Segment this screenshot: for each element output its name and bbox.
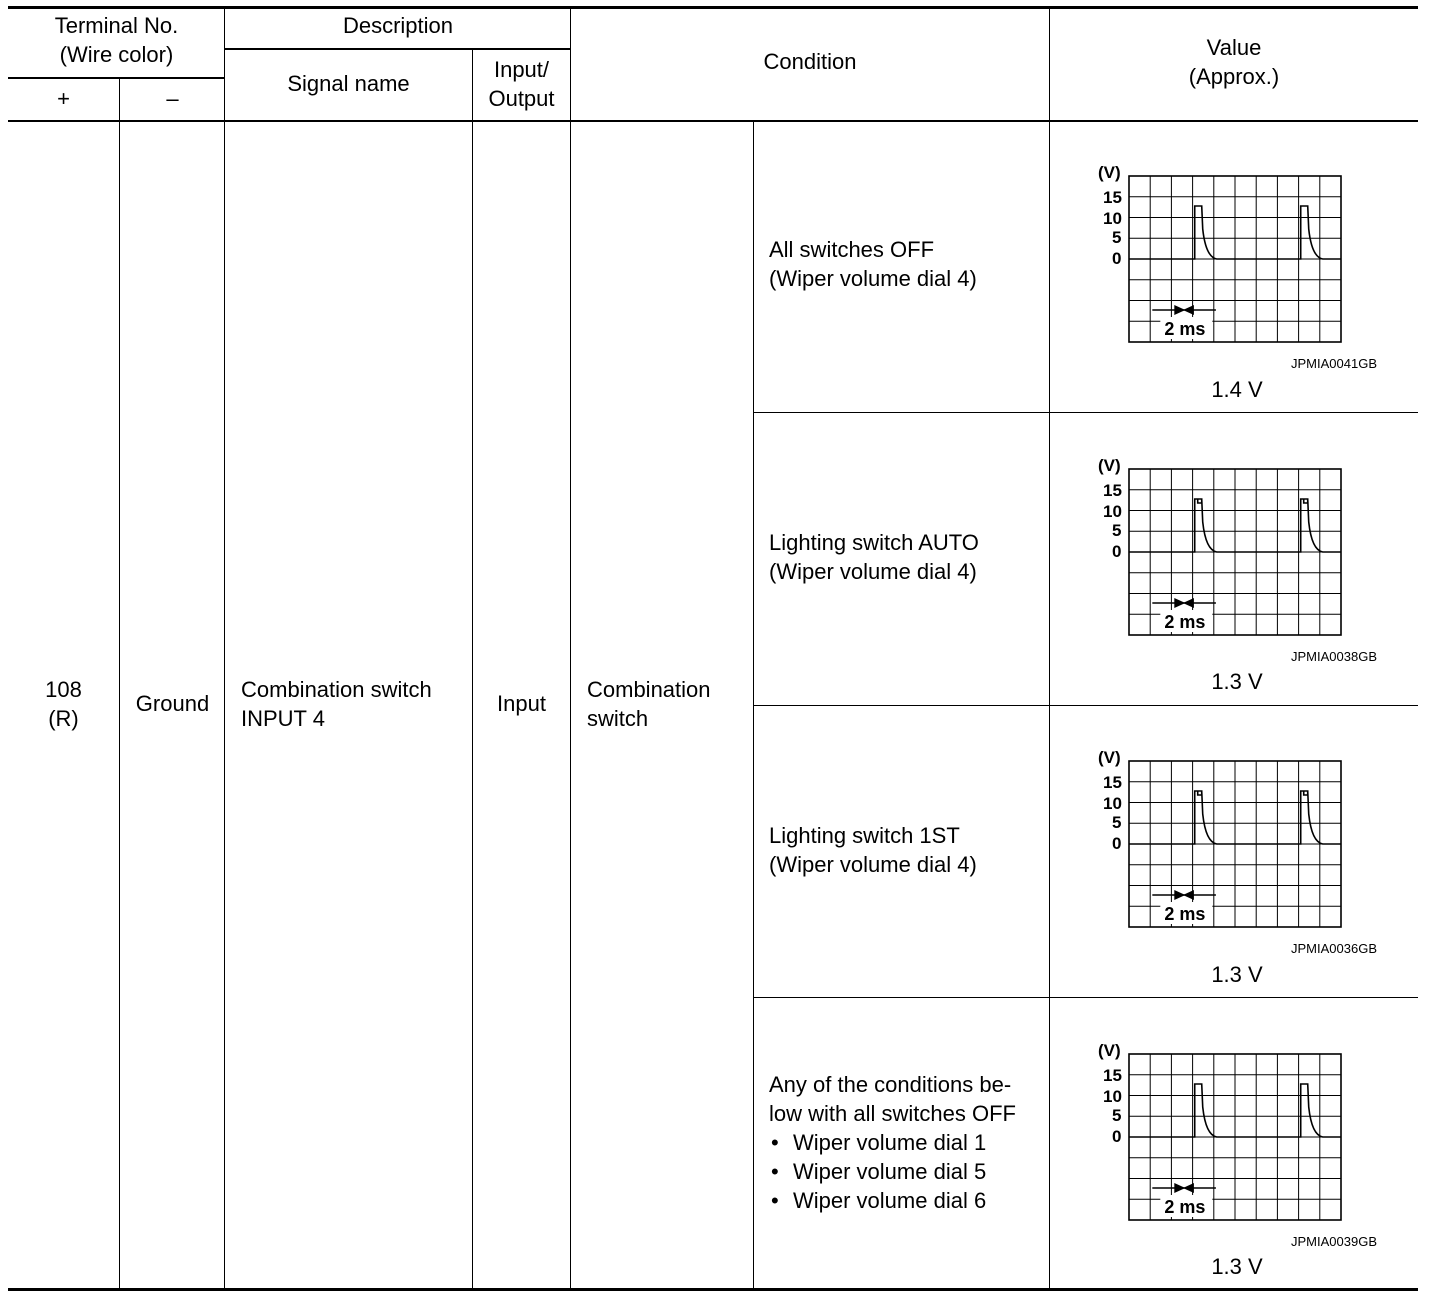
figure-id: JPMIA0039GB <box>1291 1234 1377 1249</box>
signal-name-line1: Combination switch <box>241 677 432 702</box>
time-marker-arrow <box>1183 305 1194 315</box>
value-reading: 1.4 V <box>1211 377 1263 402</box>
figure-id: JPMIA0036GB <box>1291 941 1377 956</box>
col-rule-6 <box>1049 7 1050 1289</box>
description-header-split <box>225 48 571 50</box>
time-marker-arrow <box>1183 598 1194 608</box>
axis-label: 0 <box>1112 542 1122 561</box>
condition-2-line1: Lighting switch AUTO <box>769 530 979 555</box>
oscilloscope-figure <box>1094 749 1344 931</box>
axis-label: 10 <box>1103 502 1122 521</box>
condition-3-line1: Lighting switch 1ST <box>769 823 960 848</box>
subrow-rule-3 <box>754 997 1418 998</box>
value-reading: 1.3 V <box>1211 1254 1263 1279</box>
condition-main-line1: Combination <box>587 677 711 702</box>
figure-id: JPMIA0038GB <box>1291 649 1377 664</box>
bullet-item: • Wiper volume dial 5 <box>769 1157 986 1186</box>
col-rule-3 <box>472 49 473 1289</box>
axis-label: 0 <box>1112 249 1122 268</box>
oscilloscope-svg <box>1094 1042 1344 1224</box>
description-header: Description <box>342 13 454 38</box>
col-rule-1 <box>119 77 120 1289</box>
subrow-rule-2 <box>754 705 1418 706</box>
value-reading: 1.3 V <box>1211 962 1263 987</box>
value-header-line2: (Approx.) <box>1188 64 1280 89</box>
signal-name-line2: INPUT 4 <box>241 706 325 731</box>
plus-header: + <box>57 86 70 111</box>
axis-label: 15 <box>1103 773 1122 792</box>
axis-label: 0 <box>1112 834 1122 853</box>
figure-id: JPMIA0041GB <box>1291 356 1377 371</box>
axis-label: 15 <box>1103 1066 1122 1085</box>
subrow-rule-1 <box>754 412 1418 413</box>
time-label: 2 ms <box>1164 904 1206 924</box>
condition-4-line1: Any of the conditions be- <box>769 1072 1012 1097</box>
wire-color-header: (Wire color) <box>59 42 174 67</box>
axis-label: 10 <box>1103 209 1122 228</box>
minus-header: – <box>166 86 179 111</box>
time-marker-arrow <box>1183 1183 1194 1193</box>
axis-label: 10 <box>1103 794 1122 813</box>
time-label: 2 ms <box>1164 612 1206 632</box>
axis-label: 15 <box>1103 481 1122 500</box>
condition-main-line2: switch <box>587 706 649 731</box>
oscilloscope-svg <box>1094 457 1344 639</box>
bullet-item: • Wiper volume dial 1 <box>769 1128 986 1157</box>
value-header-line1: Value <box>1206 35 1262 60</box>
axis-label: (V) <box>1098 456 1121 475</box>
oscilloscope-svg <box>1094 164 1344 346</box>
oscilloscope-svg <box>1094 749 1344 931</box>
axis-label: 10 <box>1103 1087 1122 1106</box>
signal-name-header: Signal name <box>287 71 410 96</box>
io-value: Input <box>497 691 546 716</box>
col-rule-2 <box>224 7 225 1289</box>
axis-label: (V) <box>1098 748 1121 767</box>
time-label: 2 ms <box>1164 319 1206 339</box>
axis-label: 5 <box>1112 1106 1122 1125</box>
terminal-header-split <box>8 77 225 79</box>
col-rule-4 <box>570 7 571 1289</box>
axis-label: 5 <box>1112 813 1122 832</box>
condition-header: Condition <box>763 49 857 74</box>
condition-4-bullets <box>769 1128 986 1215</box>
condition-3-line2: (Wiper volume dial 4) <box>769 852 977 877</box>
table-top-border <box>8 6 1418 9</box>
terminal-no-header: Terminal No. <box>54 13 179 38</box>
axis-label: 15 <box>1103 188 1122 207</box>
io-header-line1: Input/ <box>493 57 550 82</box>
terminal-plus: 108 <box>45 677 82 702</box>
time-label: 2 ms <box>1164 1197 1206 1217</box>
condition-1-line2: (Wiper volume dial 4) <box>769 266 977 291</box>
terminal-wire-color: (R) <box>48 706 79 731</box>
axis-label: 5 <box>1112 521 1122 540</box>
header-bottom-rule <box>8 120 1418 122</box>
bullet-item: • Wiper volume dial 6 <box>769 1186 986 1215</box>
table-bottom-border <box>8 1288 1418 1291</box>
terminal-minus: Ground <box>135 691 210 716</box>
axis-label: 5 <box>1112 228 1122 247</box>
oscilloscope-figure <box>1094 1042 1344 1224</box>
condition-1-line1: All switches OFF <box>769 237 935 262</box>
time-marker-arrow <box>1183 890 1194 900</box>
oscilloscope-figure <box>1094 457 1344 639</box>
axis-label: (V) <box>1098 163 1121 182</box>
io-header-line2: Output <box>488 86 555 111</box>
value-reading: 1.3 V <box>1211 669 1263 694</box>
condition-2-line2: (Wiper volume dial 4) <box>769 559 977 584</box>
condition-4-line2: low with all switches OFF <box>769 1101 1016 1126</box>
axis-label: 0 <box>1112 1127 1122 1146</box>
oscilloscope-figure <box>1094 164 1344 346</box>
axis-label: (V) <box>1098 1041 1121 1060</box>
